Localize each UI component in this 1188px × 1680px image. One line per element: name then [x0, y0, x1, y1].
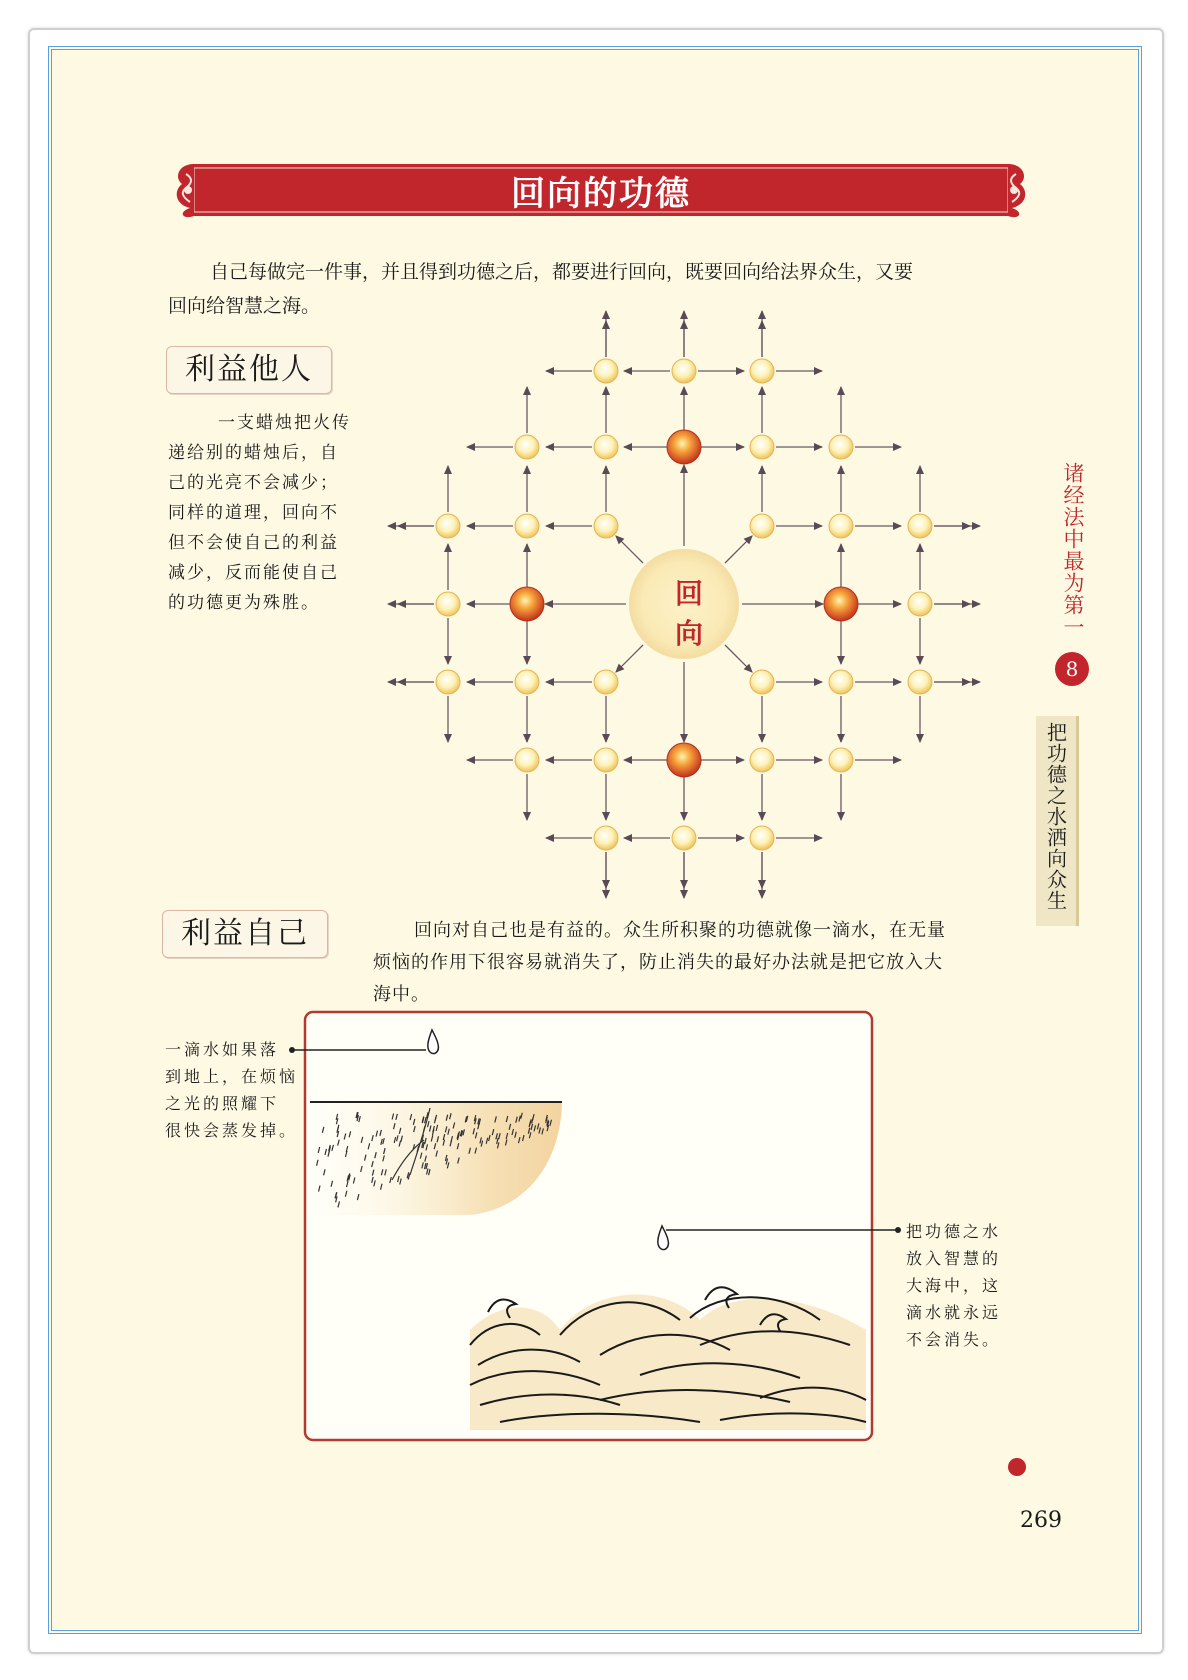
callout-right-line: 大海中，这 [906, 1276, 1002, 1295]
sea-fill [470, 1295, 866, 1430]
section1-line: 递给别的蜡烛后，自 [168, 443, 339, 463]
hub-char-2: 向 [674, 617, 703, 650]
callout-left-line: 很快会蒸发掉。 [165, 1121, 299, 1140]
callout-right-line: 放入智慧的 [906, 1249, 1002, 1268]
page-title: 回向的功德 [511, 174, 691, 214]
callout-right-line: 把功德之水 [906, 1222, 1002, 1241]
section1-line: 但不会使自己的利益 [168, 533, 339, 553]
section-label-benefit-others: 利益他人 [166, 346, 332, 394]
page-number: 269 [1020, 1508, 1062, 1533]
section1-line: 的功德更为殊胜。 [168, 593, 320, 613]
section1-line: 减少，反而能使自己 [168, 563, 339, 583]
section2-line: 海中。 [373, 984, 430, 1005]
section1-line: 己的光亮不会减少； [168, 473, 339, 493]
decor-dot [1008, 1458, 1026, 1476]
callout-left-line: 到地上，在烦恼 [165, 1067, 299, 1086]
hub-char-1: 回 [674, 577, 703, 610]
section1-line: 同样的道理，回向不 [168, 503, 339, 523]
section-tab [1036, 716, 1079, 926]
section-title: 把功德之水洒向众生 [1043, 722, 1068, 911]
intro-line-1: 自己每做完一件事，并且得到功德之后，都要进行回向，既要回向给法界众生，又要 [210, 261, 914, 283]
chapter-title: 诸经法中最为第一 [1061, 462, 1085, 638]
section-label-benefit-self: 利益自己 [162, 910, 328, 958]
section2-line: 回向对自己也是有益的。众生所积聚的功德就像一滴水，在无量 [414, 920, 946, 941]
callout-right-line: 不会消失。 [906, 1330, 1002, 1349]
intro-line-2: 回向给智慧之海。 [168, 295, 321, 317]
section1-line: 一支蜡烛把火传 [218, 413, 351, 433]
section2-line: 烦恼的作用下很容易就消失了，防止消失的最好办法就是把它放入大 [373, 952, 943, 973]
callout-left-line: 之光的照耀下 [165, 1094, 280, 1113]
callout-left-line: 一滴水如果落 [165, 1040, 280, 1059]
callout-right-line: 滴水就永远 [906, 1303, 1002, 1322]
chapter-number: 8 [1055, 652, 1089, 686]
